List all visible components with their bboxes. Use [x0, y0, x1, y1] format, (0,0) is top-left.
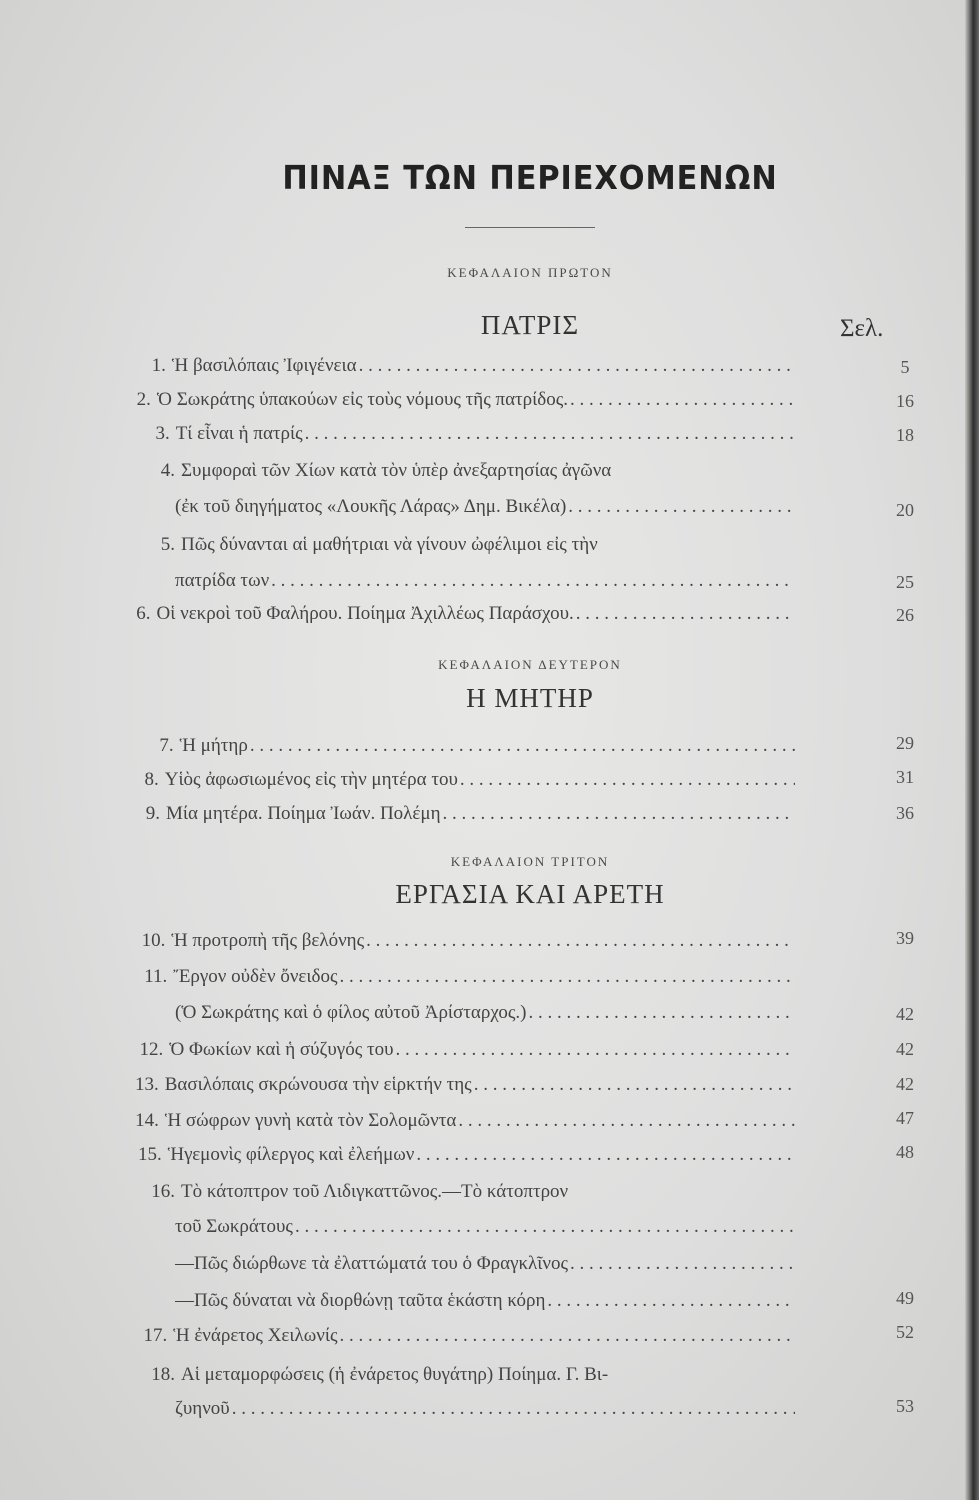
entry-page: 36 [896, 803, 914, 823]
leader-dots [528, 1002, 795, 1024]
entry-text: Ὁ Σωκράτης ὑπακούων εἰς τοὺς νόμους τῆς πατρίδος. [156, 389, 568, 410]
toc-entry [135, 1144, 795, 1172]
toc-entry [135, 1325, 795, 1353]
entry-text: —Πῶς διώρθωνε τὰ ἐλαττώματά του ὁ Φραγκλῖνος [175, 1253, 568, 1274]
entry-page: 47 [896, 1108, 914, 1128]
toc-entry [135, 1039, 795, 1067]
chapter-2-label: ΚΕΦΑΛΑΙΟΝ ΔΕΥΤΕΡΟΝ [438, 657, 622, 672]
toc-entry [135, 355, 795, 383]
toc-entry [135, 769, 795, 797]
leader-dots [570, 389, 795, 411]
entry-page: 52 [896, 1322, 914, 1342]
entry-page: 39 [896, 928, 914, 948]
toc-entry-continuation [175, 496, 795, 524]
entry-page: 16 [896, 391, 914, 411]
entry-number: 6. [136, 603, 151, 624]
entry-number: 1. [151, 355, 166, 376]
entry-text: Συμφοραὶ τῶν Χίων κατὰ τὸν ὑπὲρ ἀνεξαρτησίας ἀγῶνα [181, 460, 612, 481]
leader-dots [474, 1074, 795, 1096]
entry-number: 5. [160, 534, 175, 555]
toc-entry [135, 1110, 795, 1138]
entry-number: 9. [145, 803, 160, 824]
toc-entry [135, 1074, 795, 1102]
page-title: ΠΙΝΑΞ ΤΩΝ ΠΕΡΙΕΧΟΜΕΝΩΝ [282, 158, 778, 197]
toc-entry [135, 966, 795, 994]
toc-entry [135, 930, 795, 958]
leader-dots [339, 1325, 795, 1347]
entry-number: 8. [144, 769, 159, 790]
leader-dots [570, 1253, 795, 1275]
toc-entry [135, 389, 795, 417]
entry-number: 2. [136, 389, 151, 410]
toc-entry [135, 1181, 795, 1209]
entry-text: Τί εἶναι ἡ πατρίς [175, 423, 303, 444]
entry-number: 15. [138, 1144, 162, 1165]
entry-text: Υἱὸς ἀφωσιωμένος εἰς τὴν μητέρα του [164, 769, 458, 790]
entry-text: Μία μητέρα. Ποίημα Ἰωάν. Πολέμη [165, 803, 441, 824]
entry-number: 14. [135, 1110, 159, 1131]
entry-text: Οἱ νεκροὶ τοῦ Φαλήρου. Ποίημα Ἀχιλλέως Παράσχου. [156, 603, 574, 624]
entry-text: Ἡ ἐνάρετος Χειλωνίς [173, 1325, 338, 1346]
entry-text: Τὸ κάτοπτρον τοῦ Λιδιγκαττῶνος.—Τὸ κάτοπτρον [181, 1181, 569, 1202]
entry-number: 12. [139, 1039, 164, 1060]
entry-number: 4. [160, 460, 175, 481]
chapter-2-heading: Η ΜΗΤΗΡ [466, 683, 594, 713]
entry-text: (ἐκ τοῦ διηγήματος «Λουκῆς Λάρας» Δημ. Βικέλα) [175, 496, 567, 517]
entry-page: 42 [896, 1039, 914, 1059]
toc-entry [135, 735, 795, 763]
leader-dots [416, 1144, 795, 1166]
entry-number: 13. [135, 1074, 159, 1095]
entry-number: 11. [144, 966, 168, 987]
toc-subentry [175, 1253, 795, 1281]
leader-dots [576, 603, 795, 625]
chapter-3-heading: ΕΡΓΑΣΙΑ ΚΑΙ ΑΡΕΤΗ [395, 879, 665, 909]
entry-page: 20 [896, 500, 914, 520]
toc-subentry [175, 1290, 795, 1318]
entry-page: 29 [896, 733, 914, 753]
entry-page: 18 [896, 425, 914, 445]
chapter-1-heading: ΠΑΤΡΙΣ [480, 310, 580, 340]
toc-entry [135, 534, 795, 562]
entry-text: Βασιλόπαις σκρώνουσα τὴν εἱρκτήν της [164, 1074, 472, 1095]
leader-dots [458, 1110, 795, 1132]
leader-dots [396, 1039, 795, 1061]
entry-page: 5 [900, 357, 910, 377]
toc-entry [135, 460, 795, 488]
toc-entry [135, 803, 795, 831]
toc-entry [135, 423, 795, 451]
entry-text: Ἡ προτροπὴ τῆς βελόνης [171, 930, 365, 951]
page-edge [965, 0, 979, 1500]
entry-text: Ἔργον οὐδὲν ὄνειδος [173, 966, 338, 987]
entry-text: Ἡγεμονὶς φίλεργος καὶ ἐλεήμων [167, 1144, 415, 1165]
leader-dots [295, 1216, 795, 1238]
entry-page: 26 [896, 605, 914, 625]
entry-page: 31 [896, 767, 914, 787]
toc-entry-continuation [175, 570, 795, 598]
entry-page: 49 [896, 1288, 914, 1308]
entry-text: πατρίδα των [175, 570, 270, 591]
entry-page: 48 [896, 1142, 914, 1162]
entry-page: 42 [896, 1074, 914, 1094]
entry-text: Ἡ βασιλόπαις Ἰφιγένεια [171, 355, 357, 376]
toc-entry [135, 603, 795, 631]
entry-page: 42 [896, 1004, 914, 1024]
entry-number: 10. [141, 930, 166, 951]
toc-entry-continuation [175, 1216, 795, 1244]
chapter-1-label: ΚΕΦΑΛΑΙΟΝ ΠΡΩΤΟΝ [447, 265, 613, 280]
entry-text: Ὁ Φωκίων καὶ ἡ σύζυγός του [169, 1039, 394, 1060]
leader-dots [305, 423, 795, 445]
page-column-label: Σελ. [840, 315, 884, 342]
entry-number: 3. [155, 423, 170, 444]
entry-text: Ἡ σώφρων γυνὴ κατὰ τὸν Σολομῶντα [164, 1110, 457, 1131]
title-divider [465, 227, 595, 228]
leader-dots [359, 355, 795, 377]
entry-text: (Ὁ Σωκράτης καὶ ὁ φίλος αὐτοῦ Ἀρίσταρχος.) [175, 1002, 527, 1023]
entry-text: Αἱ μεταμορφώσεις (ἡ ἐνάρετος θυγάτηρ) Ποίημα. Γ. Βι- [181, 1364, 609, 1385]
entry-number: 16. [151, 1181, 175, 1202]
entry-text: Πῶς δύνανται αἱ μαθήτριαι νὰ γίνουν ὠφέλιμοι εἰς τὴν [181, 534, 598, 555]
entry-number: 17. [143, 1325, 168, 1346]
leader-dots [547, 1290, 795, 1312]
leader-dots [232, 1398, 795, 1420]
toc-entry [135, 1364, 795, 1392]
entry-number: 7. [159, 735, 174, 756]
entry-number: 18. [151, 1364, 175, 1385]
entry-text: τοῦ Σωκράτους [175, 1216, 293, 1237]
entry-text: Ἡ μήτηρ [179, 735, 248, 756]
leader-dots [339, 966, 795, 988]
entry-page: 25 [896, 572, 914, 592]
toc-entry-continuation [175, 1398, 795, 1426]
toc-entry-continuation [175, 1002, 795, 1030]
entry-page: 53 [896, 1396, 914, 1416]
leader-dots [568, 496, 795, 518]
leader-dots [271, 570, 795, 592]
leader-dots [366, 930, 795, 952]
chapter-3-label: ΚΕΦΑΛΑΙΟΝ ΤΡΙΤΟΝ [450, 854, 610, 869]
leader-dots [460, 769, 795, 791]
leader-dots [443, 803, 795, 825]
leader-dots [250, 735, 795, 757]
entry-text: ζυηνοῦ [175, 1398, 230, 1419]
entry-text: —Πῶς δύναται νὰ διορθώνῃ ταῦτα ἑκάστη κόρη [175, 1290, 546, 1311]
